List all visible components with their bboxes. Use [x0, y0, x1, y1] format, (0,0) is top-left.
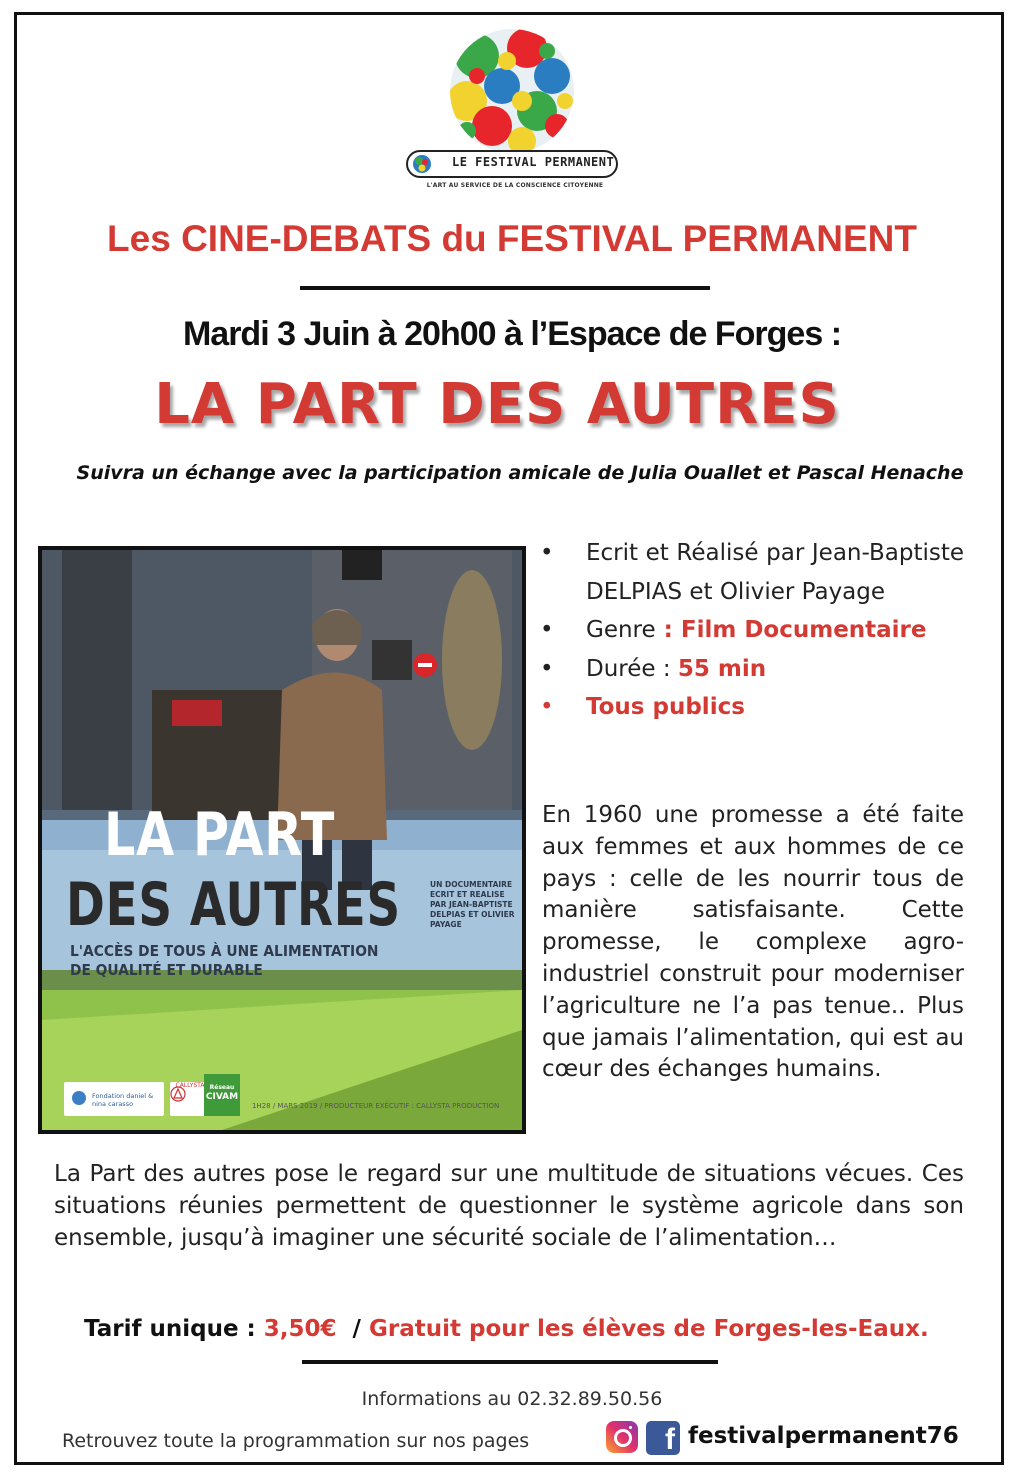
poster-title-line1: LA PART	[104, 800, 336, 870]
pricing-free: Gratuit pour les élèves de Forges-les-Eaux.	[368, 1316, 929, 1342]
instagram-lens	[614, 1429, 632, 1447]
info-phone: Informations au 02.32.89.50.56	[361, 1388, 663, 1410]
bullet: •	[540, 655, 554, 682]
pricing-price: 3,50€	[263, 1316, 337, 1342]
poster-tagline-line1: L'ACCÈS DE TOUS À UNE ALIMENTATION	[70, 942, 379, 960]
poster-footer: 1H28 / MARS 2019 / PRODUCTEUR EXÉCUTIF : CALLYSTA PRODUCTION	[252, 1102, 500, 1110]
info-duration	[540, 650, 964, 689]
poster-tagline	[70, 942, 378, 980]
sponsor-fondation-label: Fondation daniel & nina carasso	[92, 1092, 154, 1108]
festival-logo-tagline: L'ART AU SERVICE DE LA CONSCIENCE CITOYENNE	[426, 182, 604, 189]
pricing	[84, 1316, 929, 1342]
festival-logo-name: LE FESTIVAL PERMANENT	[452, 155, 615, 169]
sponsor-civam-top: Réseau	[209, 1084, 235, 1091]
instagram-flash	[629, 1426, 632, 1429]
synopsis-paragraph-2: La Part des autres pose le regard sur une multitude de situations vécues. Ces situations réunies permettent de questionner le système agricole dans son ensemble, jusqu’à imaginer une sécurité sociale de l’alimentation…	[54, 1161, 964, 1251]
poster-tagline-line2: DE QUALITÉ ET DURABLE	[70, 961, 263, 979]
film-title: LA PART DES AUTRES	[154, 372, 840, 437]
sponsor-civam-label: CIVAM	[205, 1092, 239, 1102]
info-audience-value: Tous publics	[586, 694, 745, 720]
festival-logo-icon	[447, 26, 577, 156]
synopsis-paragraph-1: En 1960 une promesse a été faite aux femmes et aux hommes de ce pays : celle de les nourrir tous de manière satisfaisante. Cette promesse, le complexe agro-industriel construit pour moderniser l’agriculture ne l’a pas tenue.. Plus que jamais l’alimentation, qui est au cœur des échanges humains.	[542, 802, 964, 1083]
bullet: •	[540, 617, 554, 643]
festival-logo-badge	[406, 150, 618, 178]
info-duration-label: Durée :	[586, 655, 678, 682]
info-credits	[540, 534, 964, 611]
info-duration-value: 55 min	[677, 655, 767, 682]
social-handle[interactable]: festivalpermanent76	[688, 1423, 959, 1449]
poster-title-line2: DES AUTRES	[66, 870, 402, 940]
debate-subtitle: Suivra un échange avec la participation amicale de Julia Ouallet et Pascal Henache	[76, 462, 964, 484]
bullet: •	[540, 694, 554, 720]
poster-sponsor-fondation	[64, 1082, 164, 1116]
poster-credit: UN DOCUMENTAIRE ECRIT ET REALISE PAR JEAN-BAPTISTE DELPIAS ET OLIVIER PAYAGE	[430, 880, 515, 929]
divider-top	[300, 286, 710, 290]
sponsor-callysta-label: CALLYSTA	[175, 1082, 205, 1089]
film-poster	[38, 546, 526, 1134]
bullet: •	[540, 540, 554, 566]
pricing-separator: /	[336, 1316, 369, 1342]
programmation-text: Retrouvez toute la programmation sur nos pages	[62, 1430, 530, 1452]
event-date-location: Mardi 3 Juin à 20h00 à l’Espace de Forges :	[182, 315, 842, 353]
fondation-logo-icon	[72, 1091, 86, 1105]
poster-sponsor-civam	[204, 1074, 240, 1116]
facebook-icon[interactable]: f	[646, 1421, 680, 1455]
series-heading: Les CINE-DEBATS du FESTIVAL PERMANENT	[107, 218, 917, 259]
callysta-logo-icon	[170, 1086, 186, 1102]
film-info-list	[540, 534, 964, 727]
divider-bottom	[302, 1360, 718, 1364]
instagram-icon[interactable]	[606, 1421, 638, 1453]
info-genre-label: Genre	[586, 617, 656, 643]
festival-mini-logo-icon	[412, 154, 432, 174]
info-audience	[540, 688, 964, 727]
info-credits-text: Ecrit et Réalisé par Jean-Baptiste DELPIAS et Olivier Payage	[586, 540, 964, 605]
info-genre-value: : Film Documentaire	[655, 617, 927, 643]
pricing-label: Tarif unique :	[84, 1316, 264, 1342]
info-genre	[540, 611, 964, 650]
